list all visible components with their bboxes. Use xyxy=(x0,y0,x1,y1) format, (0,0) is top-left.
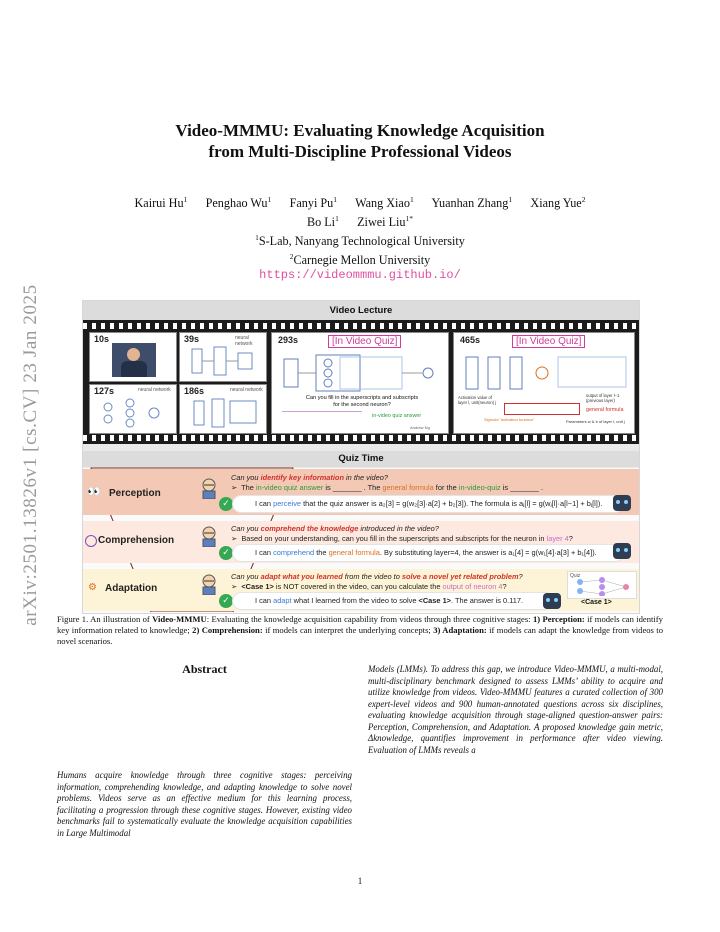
robot-icon xyxy=(543,593,561,609)
project-link[interactable]: https://videommmu.github.io/ xyxy=(259,268,461,283)
video-lecture-header: Video Lecture xyxy=(83,301,639,320)
arxiv-stamp: arXiv:2501.13826v1 [cs.CV] 23 Jan 2025 xyxy=(20,284,41,626)
eye-icon: 👀 xyxy=(87,485,101,498)
figure-caption: Figure 1. An illustration of Video-MMMU: Evaluating the knowledge acquisition capability from videos through three cognitive stages: 1) Perception: if models can identify key information related to knowledge; 2) Comprehension: if models can interpret the underlying concepts; 3) Adaptation: if models can adapt the knowledge from videos to novel scenarios. xyxy=(57,614,663,646)
author-line-1 xyxy=(60,192,660,211)
comprehension-answer: I can comprehend the general formula. By substituting layer=4, the answer is a₁[4] = g(w₁[4]·a[3] + b₁[4]). xyxy=(233,545,623,561)
quiz-network-diagram xyxy=(282,353,438,393)
student-avatar-icon xyxy=(199,477,219,499)
adaptation-blank-prompt: ➢ <Case 1> is NOT covered in the video, can you calculate the output of neuron 4? xyxy=(231,582,507,591)
video-frame-465s: 465s [In Video Quiz] Activation value of layer l, unit(neuron) j output of layer l−1 (previous layer) general formula Sigmoid "activation function" Parameters w & b of layer l, unit j xyxy=(453,332,635,434)
student-avatar-icon xyxy=(199,573,219,595)
title-line-2: from Multi-Discipline Professional Videos xyxy=(208,142,512,161)
in-video-quiz-badge: [In Video Quiz] xyxy=(512,335,585,348)
abstract-right-column: Models (LMMs). To address this gap, we introduce Video-MMMU, a multi-modal, multi-disciplinary benchmark designed to assess LMMs’ ability to acquire and utilize knowledge from videos. Video-MMMU features a curated collection of 300 expert-level videos and 900 human-annotated questions across six disciplines, evaluating knowledge acquisition through stage-aligned question-answer pairs: Perception, Comprehension, and Adaptation. A proposed knowledge gain metric, Δknowledge, quantifies improvement in performance after video viewing. Evaluation of LMMs reveals a xyxy=(368,664,663,755)
title-line-1: Video-MMMU: Evaluating Knowledge Acquisition xyxy=(175,121,545,140)
check-icon: ✓ xyxy=(219,546,233,560)
video-frame-186s: 186s neural network xyxy=(179,384,267,434)
author: Yuanhan Zhang$^1$ xyxy=(431,195,513,211)
figure-1 xyxy=(82,300,640,614)
author-block xyxy=(60,192,660,283)
activation-note: Activation value of layer l, unit(neuron) j xyxy=(458,395,497,405)
gear-icon: ⚙ xyxy=(88,582,97,593)
brain-icon xyxy=(85,535,97,547)
layered-network-diagram xyxy=(458,353,630,393)
comprehension-question: Can you comprehend the knowledge introduced in the video? xyxy=(231,524,439,533)
author: Bo Li$^1$ xyxy=(306,214,339,230)
general-formula-label: general formula xyxy=(586,407,624,413)
in-video-answer-label: in-video quiz answer xyxy=(372,413,422,419)
quiz-question-text: Can you fill in the superscripts and subscripts for the second neuron? xyxy=(305,395,419,408)
lecturer-image xyxy=(112,343,156,377)
affiliation-1: $^1$S-Lab, Nanyang Technological University xyxy=(255,233,465,249)
handwritten-formulas xyxy=(282,411,362,428)
neural-net-sketch xyxy=(190,345,260,377)
perception-question: Can you identify key information in the video? xyxy=(231,473,388,482)
film-perforation-top xyxy=(83,323,639,329)
perception-answer: I can perceive that the quiz answer is a₂[3] = g(w₂[3]·a[2] + b₂[3]). The formula is aⱼ[l] = g(wⱼ[l]·a[l−1] + bⱼ[l]). xyxy=(233,496,623,512)
check-icon: ✓ xyxy=(219,497,233,511)
film-perforation-bottom xyxy=(83,435,639,441)
author: Penghao Wu$^1$ xyxy=(205,195,272,211)
abstract-left-column: Humans acquire knowledge through three cognitive stages: perceiving information, comprehending knowledge, and adapting knowledge to solve novel problems. Videos serve as an effective medium for this learning process, facilitating a progression through these cognitive stages. However, existing video benchmarks fail to systematically evaluate the knowledge acquisition capabilities in Large Multimodal xyxy=(57,770,352,838)
student-avatar-icon xyxy=(199,525,219,547)
general-formula-box xyxy=(504,403,580,415)
video-frame-127s: 127s neural network xyxy=(89,384,177,434)
robot-icon xyxy=(613,543,631,559)
perception-blank-prompt: ➢ The in-video quiz answer is _______ . The general formula for the in-video-quiz is _______ . xyxy=(231,483,544,492)
adaptation-row: ⚙ Adaptation Can you adapt what you learned from the video to solve a novel yet related problem? ➢ <Case 1> is NOT covered in the video, can you calculate the output of neuron 4? ✓ I can adapt what I learned from the video to solve <Case 1>. The answer is 0.117. Quiz <Case 1> xyxy=(83,569,639,611)
author-line-2 xyxy=(60,211,660,230)
affiliation-2: $^2$Carnegie Mellon University xyxy=(289,252,431,268)
quiz-time-header: Quiz Time xyxy=(83,451,639,467)
author: Xiang Yue$^2$ xyxy=(530,195,586,211)
video-frame-293s: 293s [In Video Quiz] Can you fill in the superscripts and subscripts for the second neuron? in-video quiz answer Andrew Ng xyxy=(271,332,449,434)
sigmoid-note: Sigmoid "activation function" xyxy=(484,417,535,422)
author: Kairui Hu$^1$ xyxy=(134,195,188,211)
robot-icon xyxy=(613,495,631,511)
author: Ziwei Liu$^{1*}$ xyxy=(357,214,414,230)
check-icon: ✓ xyxy=(219,594,233,608)
neural-net-sketch xyxy=(100,397,170,429)
in-video-quiz-badge: [In Video Quiz] xyxy=(328,335,401,348)
case-1-label: <Case 1> xyxy=(581,599,612,606)
comprehension-row: Comprehension Can you comprehend the knowledge introduced in the video? ➢ Based on your understanding, can you fill in the superscripts and subscripts for the neuron in layer 4? ✓ I can comprehend the general formula. By substituting layer=4, the answer is a₁[4] = g(w₁[4]·a[3] + b₁[4]). xyxy=(83,521,639,563)
output-note: output of layer l−1 (previous layer) xyxy=(586,393,620,403)
author: Fanyi Pu$^1$ xyxy=(289,195,337,211)
page-number: 1 xyxy=(357,876,363,886)
perception-row: 👀 Perception Can you identify key information in the video? ➢ The in-video quiz answer is _______ . The general formula for the in-video-quiz is _______ . ✓ I can perceive that the quiz answer is a₂[3] = g(w₂[3]·a[2] + b₂[3]). The formula is aⱼ[l] = g(wⱼ[l]·a[l−1] + bⱼ[l]). xyxy=(83,469,639,515)
film-strip xyxy=(83,320,639,444)
author: Wang Xiao$^1$ xyxy=(355,195,414,211)
neural-net-sketch xyxy=(190,397,260,429)
adaptation-question: Can you adapt what you learned from the video to solve a novel yet related problem? xyxy=(231,572,523,581)
abstract-heading: Abstract xyxy=(182,662,227,676)
video-frame-39s: 39s neural network xyxy=(179,332,267,382)
adaptation-answer: I can adapt what I learned from the video to solve <Case 1>. The answer is 0.117. xyxy=(233,593,553,609)
video-frame-10s: 10s xyxy=(89,332,177,382)
case-1-network-thumbnail: Quiz xyxy=(567,571,637,599)
comprehension-blank-prompt: ➢ Based on your understanding, can you fill in the superscripts and subscripts for the neuron in layer 4? xyxy=(231,534,573,543)
paper-title xyxy=(110,120,610,162)
params-note: Parameters w & b of layer l, unit j xyxy=(566,419,625,424)
delta-knowledge-metric: Δknowledge xyxy=(368,733,412,743)
